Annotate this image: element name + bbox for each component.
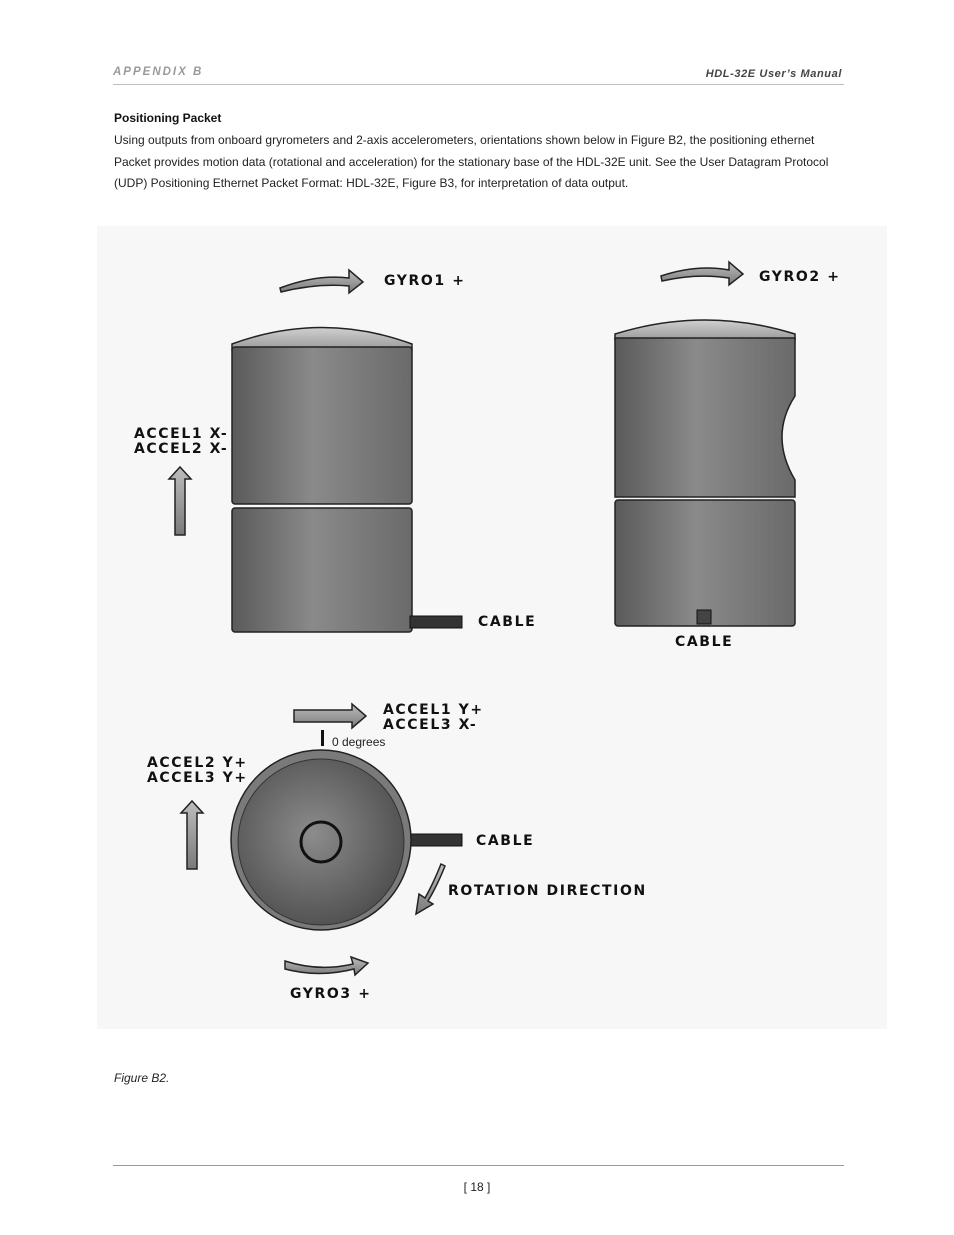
accel-y-label-line1: ACCEL1 Y+: [383, 702, 484, 718]
figure-caption: Figure B2.: [114, 1071, 170, 1085]
accel-x-label-line2: ACCEL2 X-: [134, 441, 229, 457]
side-upper-body: [615, 338, 795, 497]
footer-divider: [113, 1165, 844, 1166]
side-view-unit: [615, 320, 795, 626]
accel2-label-line1: ACCEL2 Y+: [147, 755, 248, 771]
figure-b2-diagram: [97, 226, 887, 1029]
side-cable-port: [697, 610, 711, 624]
cable-side-label: CABLE: [675, 634, 734, 650]
side-lower-body: [615, 500, 795, 626]
zero-degrees-label: 0 degrees: [332, 735, 386, 749]
gyro3-label: GYRO3 +: [290, 986, 372, 1002]
accel-y-label-line2: ACCEL3 X-: [383, 717, 478, 733]
section-title: Positioning Packet: [114, 111, 222, 125]
cable-front-label: CABLE: [478, 614, 537, 630]
rotation-direction-label: ROTATION DIRECTION: [448, 883, 647, 899]
zero-degree-tick: [321, 730, 324, 746]
section-paragraph: Using outputs from onboard gryrometers and 2-axis accelerometers, orientations shown below in Figure B2, the positioning ethernet Packet provides motion data (rotational and acceleration) for the stationary base of the HDL-32E unit. See the User Datagram Protocol (UDP) Positioning Ethernet Packet Format: HDL-32E, Figure B3, for interpretation of data output.: [114, 133, 829, 190]
front-lower-body: [232, 508, 412, 632]
cable-top-label: CABLE: [476, 833, 535, 849]
page-number: [ 18 ]: [463, 1180, 491, 1194]
header-manual-title: HDL-32E User’s Manual: [705, 68, 842, 80]
gyro1-label: GYRO1 +: [384, 273, 466, 289]
top-face: [238, 759, 404, 925]
front-cable: [410, 616, 462, 628]
header-section-label: APPENDIX B: [113, 66, 204, 78]
header-divider: [113, 84, 844, 85]
top-cable: [407, 834, 462, 846]
accel-x-label-line1: ACCEL1 X-: [134, 426, 229, 442]
gyro2-label: GYRO2 +: [759, 269, 841, 285]
front-upper-body: [232, 347, 412, 504]
accel2-label-line2: ACCEL3 Y+: [147, 770, 248, 786]
